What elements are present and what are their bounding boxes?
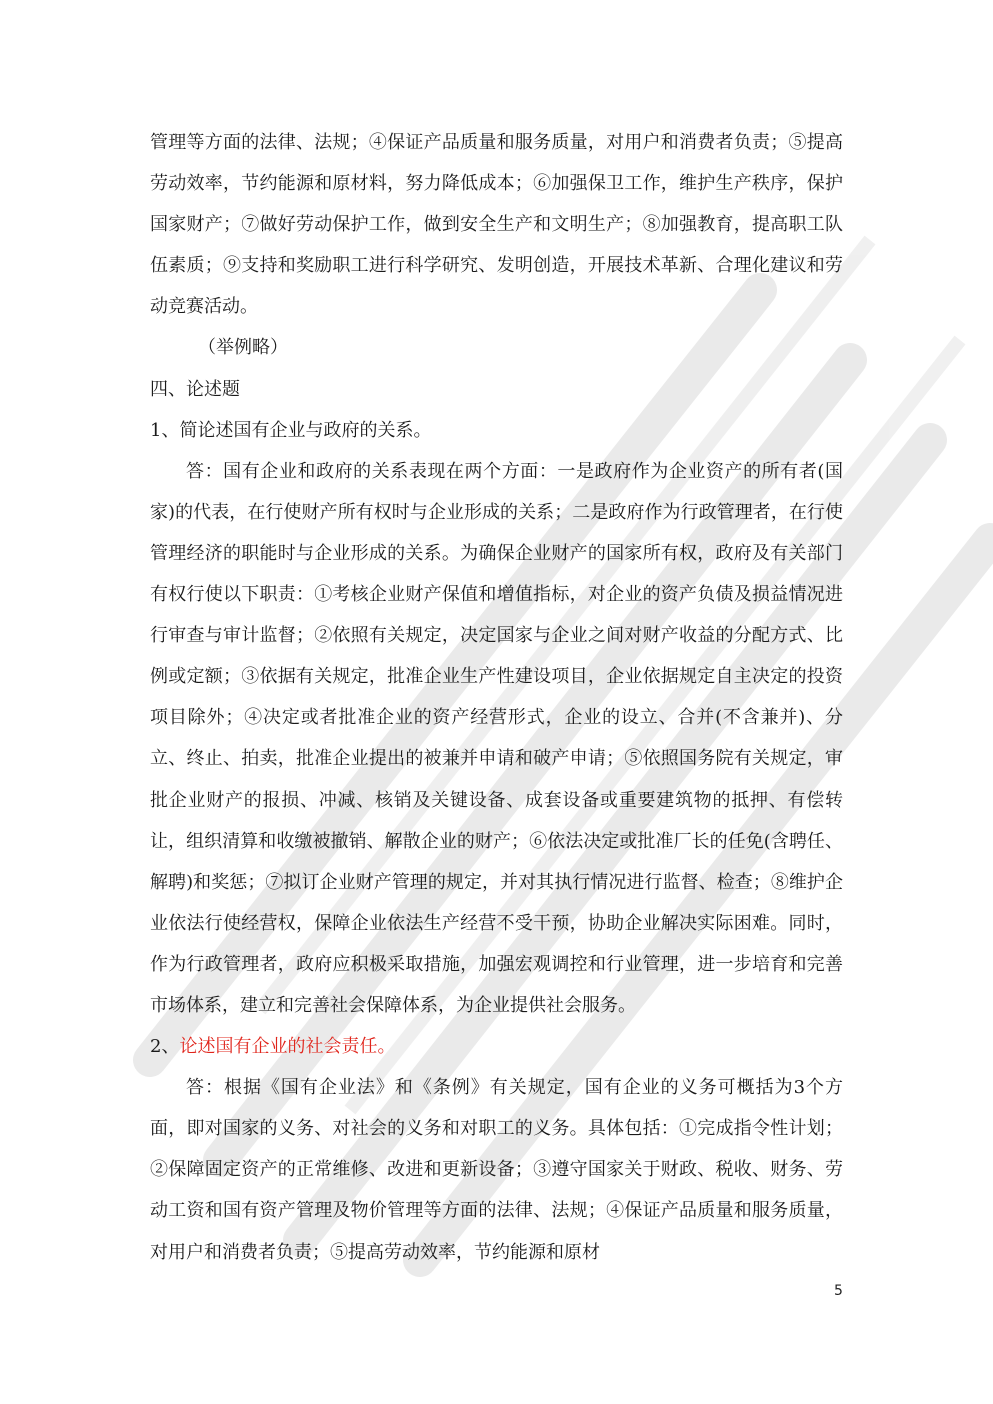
question-2-number: 2、 [150,1036,180,1058]
example-omitted-note: （举例略） [198,337,288,359]
answer-1: 答：国有企业和政府的关系表现在两个方面：一是政府作为企业资产的所有者(国家)的代表，在行使财产所有权时与企业形成的关系；二是政府作为行政管理者，在行使管理经济的职能时与企业形成的关系。为确保企业财产的国家所有权，政府及有关部门有权行使以下职责：①考核企业财产保值和增值指标，对企业的资产负债及损益情况进行审查与审计监督；②依照有关规定，决定国家与企业之间对财产收益的分配方式、比例或定额；③依据有关规定，批准企业生产性建设项目，企业依据规定自主决定的投资项目除外；④决定或者批准企业的资产经营形式，企业的设立、合并(不含兼并)、分立、终止、拍卖，批准企业提出的被兼并申请和破产申请；⑤依照国务院有关规定，审批企业财产的报损、冲减、核销及关键设备、成套设备或重要建筑物的抵押、有偿转让，组织清算和收缴被撤销、解散企业的财产；⑥依法决定或批准厂长的任免(含聘任、解聘)和奖惩；⑦拟订企业财产管理的规定，并对其执行情况进行监督、检查；⑧维护企业依法行使经营权，保障企业依法生产经营不受干预，协助企业解决实际困难。同时，作为行政管理者，政府应积极采取措施，加强宏观调控和行业管理，进一步培育和完善市场体系，建立和完善社会保障体系，为企业提供社会服务。 [150,460,843,1016]
question-1: 1、简论述国有企业与政府的关系。 [150,419,432,441]
page-number: 5 [834,1283,843,1299]
answer-2: 答：根据《国有企业法》和《条例》有关规定，国有企业的义务可概括为3个方面，即对国家的义务、对社会的义务和对职工的义务。具体包括：①完成指令性计划；②保障固定资产的正常维修、改进和更新设备；③遵守国家关于财政、税收、财务、劳动工资和国有资产管理及物价管理等方面的法律、法规；④保证产品质量和服务质量，对用户和消费者负责；⑤提高劳动效率，节约能源和原材 [150,1077,843,1263]
paragraph-obligations-continued: 管理等方面的法律、法规；④保证产品质量和服务质量，对用户和消费者负责；⑤提高劳动效率，节约能源和原材料，努力降低成本；⑥加强保卫工作，维护生产秩序，保护国家财产；⑦做好劳动保护工作，做到安全生产和文明生产；⑧加强教育，提高职工队伍素质；⑨支持和奖励职工进行科学研究、发明创造，开展技术革新、合理化建议和劳动竞赛活动。 [150,132,843,318]
question-2-title-highlighted: 论述国有企业的社会责任。 [179,1036,396,1058]
document-body [150,122,843,1273]
section-heading-essay-questions: 四、论述题 [150,378,240,400]
question-2 [150,1026,843,1067]
